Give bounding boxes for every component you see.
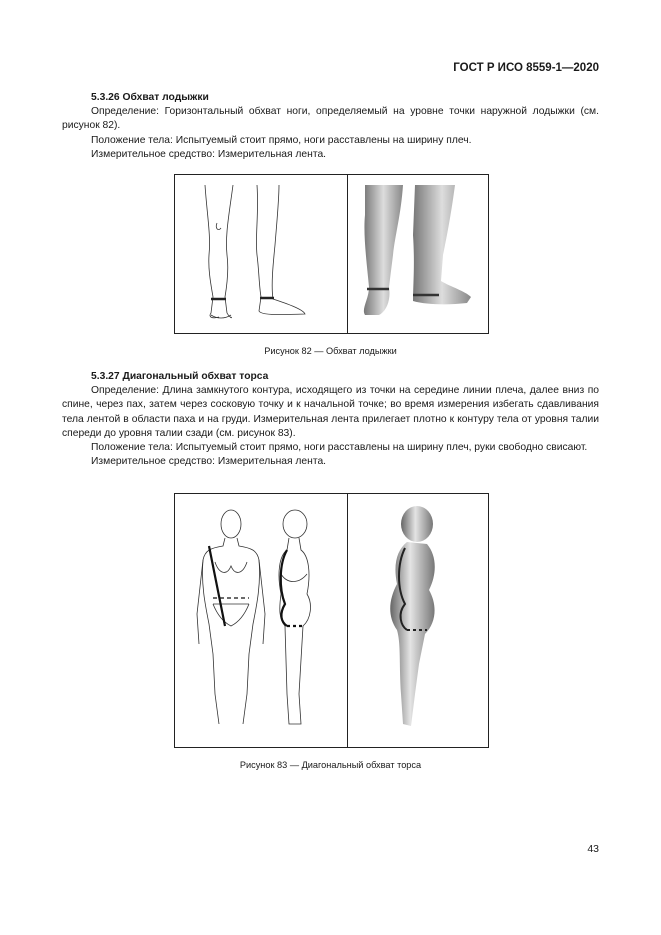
document-header: ГОСТ Р ИСО 8559-1—2020	[453, 62, 599, 74]
section-heading: 5.3.26 Обхват лодыжки	[91, 92, 209, 103]
3d-scan-body	[390, 506, 435, 726]
diagonal-tape-side	[281, 550, 287, 626]
figure-83	[174, 493, 489, 748]
figure-83-caption: Рисунок 83 — Диагональный обхват торса	[239, 760, 422, 770]
measuring-tool-text: Измерительное средство: Измерительная лента.	[91, 456, 327, 468]
definition-text: Определение: Горизонтальный обхват ноги, определяемый на уровне точки наружной лодыжки (см. рисунок 82).	[62, 106, 599, 132]
figure-83-illustration	[175, 494, 488, 747]
definition-text: Определение: Длина замкнутого контура, исходящего из точки на середине линии плеча, далее вниз по спине, через пах, затем через сосковую точку и к начальной точке; во время измерения избегать сдавливания тела лентой в области паха и на груди. Измерительная лента прилегает плотно к контуру тела от уровня талии спереди до уровня талии сзади (см. рисунок 83).	[62, 385, 599, 439]
measuring-tool-text: Измерительное средство: Измерительная лента.	[91, 148, 327, 160]
page-number: 43	[587, 843, 599, 855]
side-leg-drawing	[256, 185, 305, 315]
section-heading: 5.3.27 Диагональный обхват торса	[91, 371, 269, 382]
body-position-text: Положение тела: Испытуемый стоит прямо, ноги расставлены на ширину плеч, руки свободно свисают.	[91, 442, 588, 454]
figure-82-caption: Рисунок 82 — Обхват лодыжки	[264, 346, 397, 356]
front-body-drawing	[197, 510, 265, 724]
body-position-text: Положение тела: Испытуемый стоит прямо, ноги расставлены на ширину плеч.	[91, 134, 472, 146]
figure-82	[174, 174, 489, 334]
section-5-3-26	[62, 91, 599, 162]
section-5-3-27	[62, 370, 599, 469]
3d-scan-legs	[364, 185, 471, 315]
side-body-drawing	[279, 510, 310, 724]
figure-82-illustration	[175, 175, 488, 333]
diagonal-tape-front	[209, 546, 225, 626]
